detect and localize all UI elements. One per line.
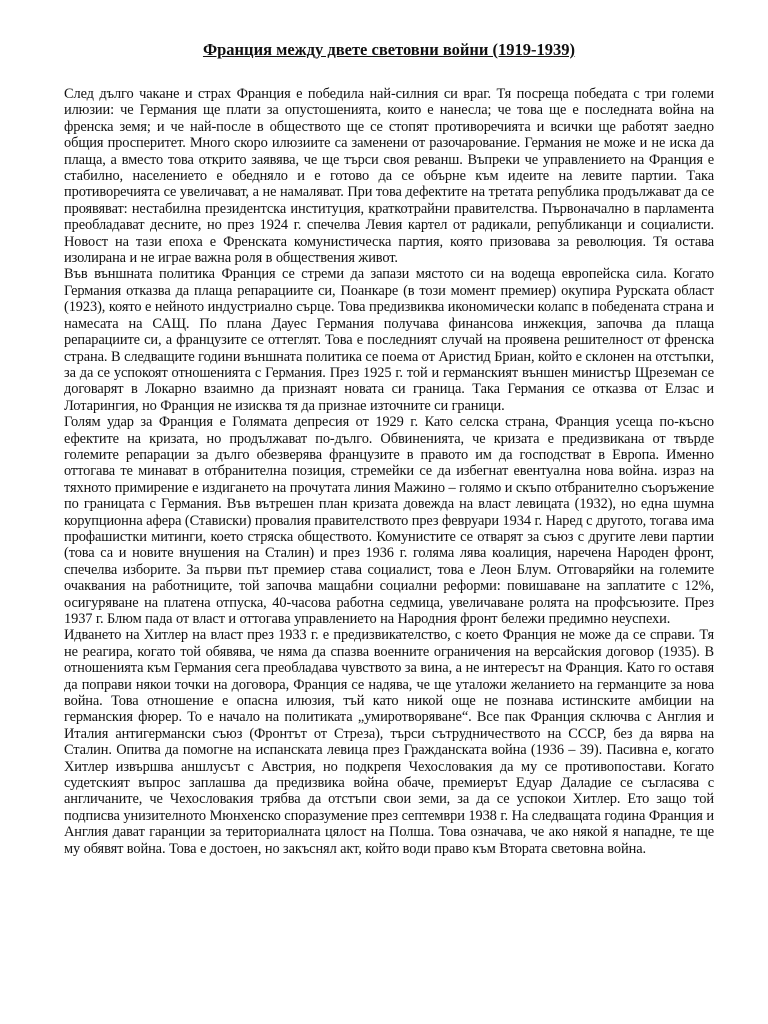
paragraph-great-depression: Голям удар за Франция е Голямата депресия от 1929 г. Като селска страна, Франция усеща по-късно ефектите на кризата, но продължават по-дълго. Обвиненията, че кризата е предизвикана от твърде големите репарации за дълго обезверява французите в правото им да господстват в Европа. Именно оттогава те минават в отбранителна позиция, стремейки се да избегнат евентуална нова война. израз на тяхното примирение е издигането на прочутата линия Мажино – голямо и скъпо отбранително съоръжение по границата с Германия. Във вътрешен план кризата довежда на власт левицата (1932), но една шумна корупционна афера (Стависки) провалия правителството през февруари 1934 г. Наред с другото, тогава има профашистки митинги, което стряска обществото. Комунистите се отварят за съюз с другите леви партии (това са и новите внушения на Сталин) и през 1936 г. голяма лява коалиция, наречена Народен фронт, спечелва изборите. За първи път премиер става социалист, това е Леон Блум. Отговаряйки на големите очаквания на работниците, той започва мащабни социални реформи: повишаване на заплатите с 12%, осигуряване на платена отпуска, 40-часова работна седмица, увеличаване ролята на профсъюзите. През 1937 г. Блюм пада от власт и оттогава управлението на Народния фронт бележи предимно неуспехи. bbox=[64, 414, 714, 627]
paragraph-foreign-policy: Във външната политика Франция се стреми да запази мястото си на водеща европейска сила. Когато Германия отказва да плаща репарациите си, Поанкаре (в този момент премиер) окупира Рурската област (1923), която е нейното индустриално сърце. Това предизвиква икономически колапс в победената страна и намесата на САЩ. По плана Дауес Германия получава финансова инжекция, започва да плаща репарациите си, а французите се оттеглят. Това е последният случай на проявена решителност от френска страна. В следващите години външната политика се поема от Аристид Бриан, който е склонен на отстъпки, за да се успокоят отношенията с Германия. През 1925 г. той и германският външен министър Щреземан се договарят в Локарно взаимно да признаят новата си граница. Така Германия се отказва от Елзас и Лотарингия, но Франция не изисква тя да признае източните си граници. bbox=[64, 266, 714, 414]
document-title: Франция между двете световни войни (1919-1939) bbox=[202, 40, 576, 59]
paragraph-hitler-appeasement: Идването на Хитлер на власт през 1933 г. е предизвикателство, с което Франция не може да се справи. Тя не реагира, когато той обявява, че няма да спазва военните ограничения на версайския договор (1935). В отношенията към Германия сега преобладава чувството за вина, а не интересът на Франция. Като го оставя да поправи някои точки на договора, Франция се надява, че ще уталожи желанието на германците за нова война. Това отношение е опасна илюзия, тъй като никой още не познава истинските амбиции на германския фюрер. То е начало на политиката „умиротворяване“. Все пак Франция сключва с Англия и Италия антигермански съюз (Фронтът от Стреза), търси сътрудничеството на СССР, без да вярва на Сталин. Опитва да помогне на испанската левица през Гражданската война (1936 – 39). Пасивна е, когато Хитлер извършва аншлусът с Австрия, но подкрепя Чехословакия да му се противопостави. Когато судетският въпрос заплашва да предизвика война обаче, премиерът Едуар Даладие се съгласява с англичаните, че Чехословакия трябва да отстъпи свои земи, за да се успокои Хитлер. Ето защо той подписва унизителното Мюнхенско споразумение през септември 1938 г. На следващата година Франция и Англия дават гаранции за териториалната цялост на Полша. Това означава, че ако някой я нападне, те ще му обявят война. Това е достоен, но закъснял акт, който води право към Втората световна война. bbox=[64, 627, 714, 857]
paragraph-interwar-domestic: След дълго чакане и страх Франция е победила най-силния си враг. Тя посреща победата с три големи илюзии: че Германия ще плати за опустошенията, които е нанесла; че това ще е последната война на френска земя; и че най-после в обществото ще се стопят противоречията и всички ще работят заедно общия просперитет. Много скоро илюзиите са заменени от разочарование. Германия не може и не иска да плаща, а вместо това открито заявява, че ще търси своя реванш. Въпреки че управлението на Франция е стабилно, населението е обедняло и е готово да се обърне към идеите на левите партии. Така противоречията се увеличават, а не намаляват. При това дефектите на третата република продължават да се проявяват: нестабилна президентска институция, краткотрайни правителства. Първоначално в парламента преобладават десните, но през 1924 г. спечелва Левия картел от радикали, републиканци и социалисти. Новост на тази епоха е Френската комунистическа партия, която призовава за революция. Тя остава изолирана и не играе важна роля в обществения живот. bbox=[64, 86, 714, 267]
